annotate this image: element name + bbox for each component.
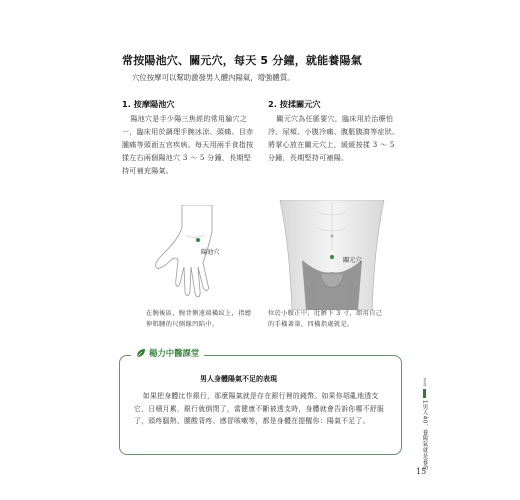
figure1-caption: 在腕後區，腕背側遠端橫紋上，指總伸肌腱的尺側緣凹陷中。	[146, 310, 252, 328]
chapter-side-tab	[419, 378, 430, 471]
side-tab-number: 1	[421, 399, 428, 404]
side-tab-marker	[423, 389, 426, 398]
hand-drawing	[140, 205, 255, 305]
classroom-box-subtitle: 男人身體陽氣不足的表現	[200, 375, 277, 383]
section1-body: 陽池穴是手少陽三焦經的常用腧穴之一，臨床用於調理手腕冰涼、頭痛、目赤腫痛等頭面五官疾病。每天用兩手食指按揉左右兩個陽池穴 3 ～ 5 分鐘，長期堅持可補充陽氣。	[122, 115, 254, 175]
page-number: 15	[416, 467, 427, 476]
guanyuan-label: 關元穴	[343, 257, 362, 264]
side-tab-part: PART	[422, 378, 427, 387]
guanyuan-acupoint-dot	[330, 255, 334, 259]
yangchi-label: 陽池穴	[201, 249, 220, 256]
classroom-box-body: 如果把身體比作銀行，那麼陽氣就是存在銀行裡的錢幣。如果你胡亂地透支它，日積月累，銀行就倒閉了，當健康不斷被透支時，身體就會告訴你哪不舒服了，頭疼腦熱、腰酸背疼、感冒咳嗽等，都是身體在提醒你：陽氣不足了。	[134, 392, 385, 425]
section1-title: 1. 按摩陽池穴	[122, 99, 175, 109]
section-heading: 常按陽池穴、關元穴，每天 5 分鐘，就能養陽氣	[122, 54, 362, 67]
section2-title: 2. 按揉關元穴	[268, 99, 321, 109]
yangchi-acupoint-dot	[196, 238, 200, 242]
figure2-caption: 位於小腹正中，肚臍下 3 寸，即用自己的手橫著量，四橫指處就是。	[268, 310, 383, 328]
hand-illustration	[140, 205, 255, 305]
side-tab-title: 男人40，養陽氣就是養命	[421, 403, 428, 471]
intro-text: 穴位按摩可以幫助激發男人體內陽氣，增強體質。	[132, 73, 295, 82]
section2-body: 關元穴為任脈要穴，臨床用於治療怕冷、尿頻、小腹冷痛、腹脹腹瀉等症狀。將掌心放在關元穴上，緩緩按揉 3 ～ 5 分鐘，長期堅持可補陽。	[268, 115, 400, 162]
classroom-box-title: 楊力中醫課堂	[149, 348, 200, 358]
classroom-box-header	[131, 347, 204, 359]
leaf-icon	[136, 348, 146, 358]
